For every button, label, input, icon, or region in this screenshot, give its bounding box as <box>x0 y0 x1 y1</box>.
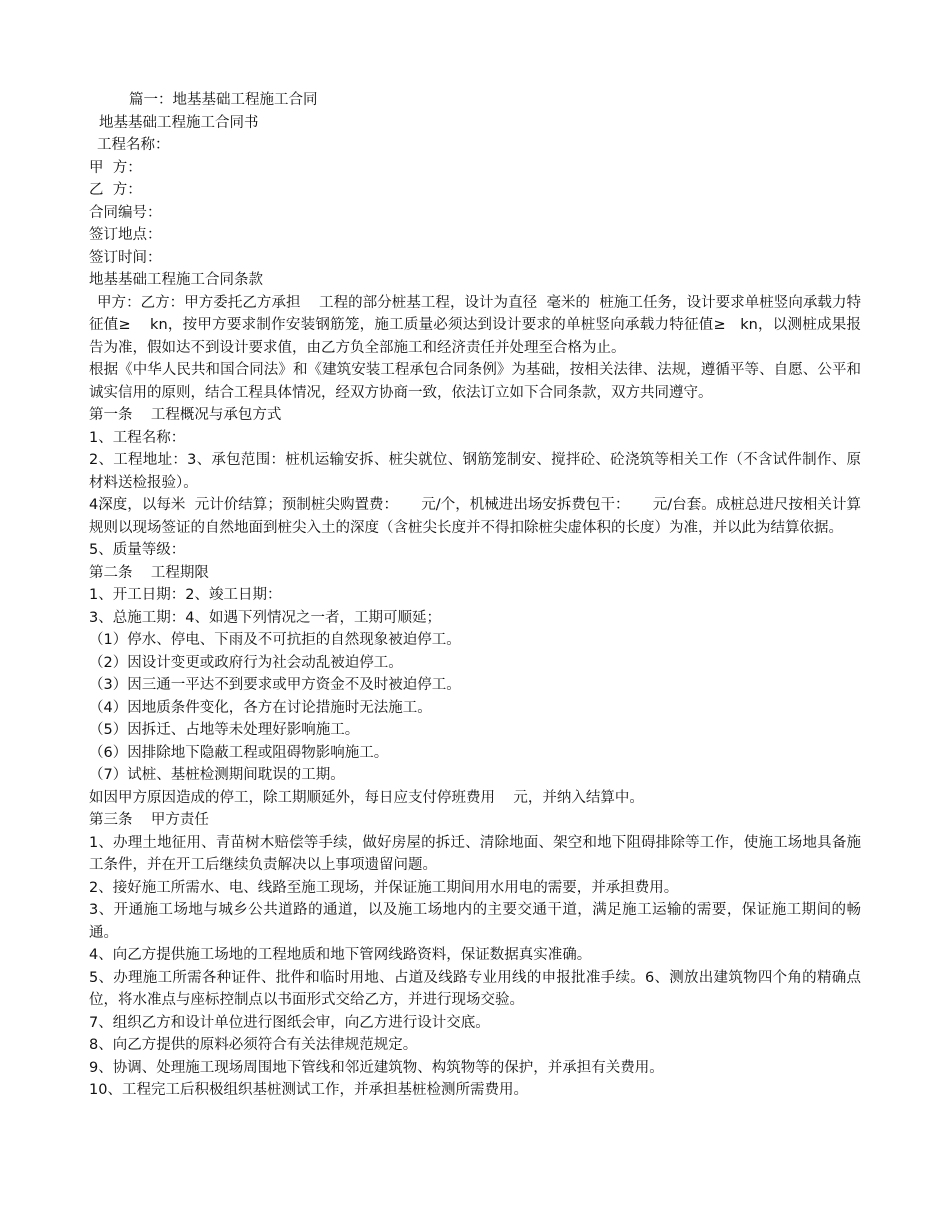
contract-book-title: 地基基础工程施工合同书 <box>99 114 259 131</box>
article-3-item-3: 3、开通施工场地与城乡公共道路的通道，以及施工场地内的主要交通干道，满足施工运输的需要，保证施工期间的畅通。 <box>89 902 861 941</box>
contract-number-field: 合同编号： <box>89 204 162 221</box>
article-3-item-8: 8、向乙方提供的原料必须符合有关法律规范规定。 <box>89 1037 418 1053</box>
article-3-item-1: 1、办理土地征用、青苗树木赔偿等手续，做好房屋的拆迁、清除地面、架空和地下阻碍排除等工作，使施工场地具备施工条件，并在开工后继续负责解决以上事项遗留问题。 <box>89 834 861 873</box>
article-3-item-10: 10、工程完工后积极组织基桩测试工作，并承担基桩检测所需费用。 <box>89 1082 528 1098</box>
party-b-field: 乙 方： <box>89 182 142 198</box>
article-3-title: 第三条 甲方责任 <box>89 812 209 828</box>
article-3-item-4: 4、向乙方提供施工场地的工程地质和地下管网线路资料，保证数据真实准确。 <box>89 947 592 963</box>
project-name-field: 工程名称： <box>97 137 170 153</box>
party-a-field: 甲 方： <box>89 159 142 176</box>
article-2-sub-3: （3）因三通一平达不到要求或甲方资金不及时被迫停工。 <box>89 677 461 693</box>
article-1-item-5: 5、质量等级： <box>89 542 186 558</box>
article-2-item-1: 1、开工日期：2、竣工日期： <box>89 587 282 603</box>
sign-time-field: 签订时间： <box>89 249 162 266</box>
document-heading: 篇一：地基基础工程施工合同 <box>129 92 318 108</box>
article-2-sub-1: （1）停水、停电、下雨及不可抗拒的自然现象被迫停工。 <box>89 632 461 648</box>
article-2-item-3: 3、总施工期：4、如遇下列情况之一者，工期可顺延； <box>89 609 441 626</box>
article-3-item-5: 5、办理施工所需各种证件、批件和临时用地、占道及线路专业用线的申报批准手续。6、测放出建筑物四个角的精确点位，将水准点与座标控制点以书面形式交给乙方，并进行现场交验。 <box>89 969 861 1008</box>
article-3-item-9: 9、协调、处理施工现场周围地下管线和邻近建筑物、构筑物等的保护，并承担有关费用。 <box>89 1059 664 1076</box>
article-2-sub-5: （5）因拆迁、占地等未处理好影响施工。 <box>89 722 360 738</box>
article-1-item-1: 1、工程名称： <box>89 429 186 446</box>
sign-place-field: 签订地点： <box>89 227 162 243</box>
article-2-sub-7: （7）试桩、基桩检测期间耽误的工期。 <box>89 767 345 783</box>
legal-basis-paragraph: 根据《中华人民共和国合同法》和《建筑安装工程承包合同条例》为基础，按相关法律、法规，遵循平等、自愿、公平和诚实信用的原则，结合工程具体情况，经双方协商一致，依法订立如下合同条款，双方共同遵守。 <box>89 362 861 401</box>
terms-title: 地基基础工程施工合同条款 <box>89 272 263 288</box>
article-2-title: 第二条 工程期限 <box>89 564 209 581</box>
article-2-sub-4: （4）因地质条件变化，各方在讨论措施时无法施工。 <box>89 699 432 716</box>
article-2-sub-6: （6）因排除地下隐蔽工程或阻碍物影响施工。 <box>89 744 389 761</box>
article-2-sub-2: （2）因设计变更或政府行为社会动乱被迫停工。 <box>89 654 403 671</box>
article-3-item-2: 2、接好施工所需水、电、线路至施工现场，并保证施工期间用水用电的需要，并承担费用。 <box>89 879 679 896</box>
article-1-title: 第一条 工程概况与承包方式 <box>89 407 282 423</box>
contract-document <box>89 89 861 1102</box>
intro-paragraph: 甲方：乙方：甲方委托乙方承担 工程的部分桩基工程，设计为直径 毫米的 桩施工任务，设计要求单桩竖向承载力特征值≥ kn，按甲方要求制作安装钢筋笼，施工质量必须达到设计要求的单桩竖向承载力特征值≥ kn，以测桩成果报告为准，假如达不到设计要求值，由乙方负全部施工和经济责任并处理至合格为止。 <box>89 294 861 356</box>
article-2-note: 如因甲方原因造成的停工，除工期顺延外，每日应支付停班费用 元，并纳入结算中。 <box>89 789 644 806</box>
article-3-item-7: 7、组织乙方和设计单位进行图纸会审，向乙方进行设计交底。 <box>89 1014 490 1031</box>
article-1-item-2: 2、工程地址：3、承包范围：桩机运输安拆、桩尖就位、钢筋笼制安、搅拌砼、砼浇筑等相关工作（不含试件制作、原材料送检报验）。 <box>89 452 861 491</box>
article-1-item-4: 4深度，以每米 元计价结算；预制桩尖购置费： 元/个，机械进出场安拆费包干： 元/台套。成桩总进尺按相关计算规则以现场签证的自然地面到桩尖入土的深度（含桩尖长度并不得扣除桩尖虚体积的长度）为准，并以此为结算依据。 <box>89 497 861 536</box>
